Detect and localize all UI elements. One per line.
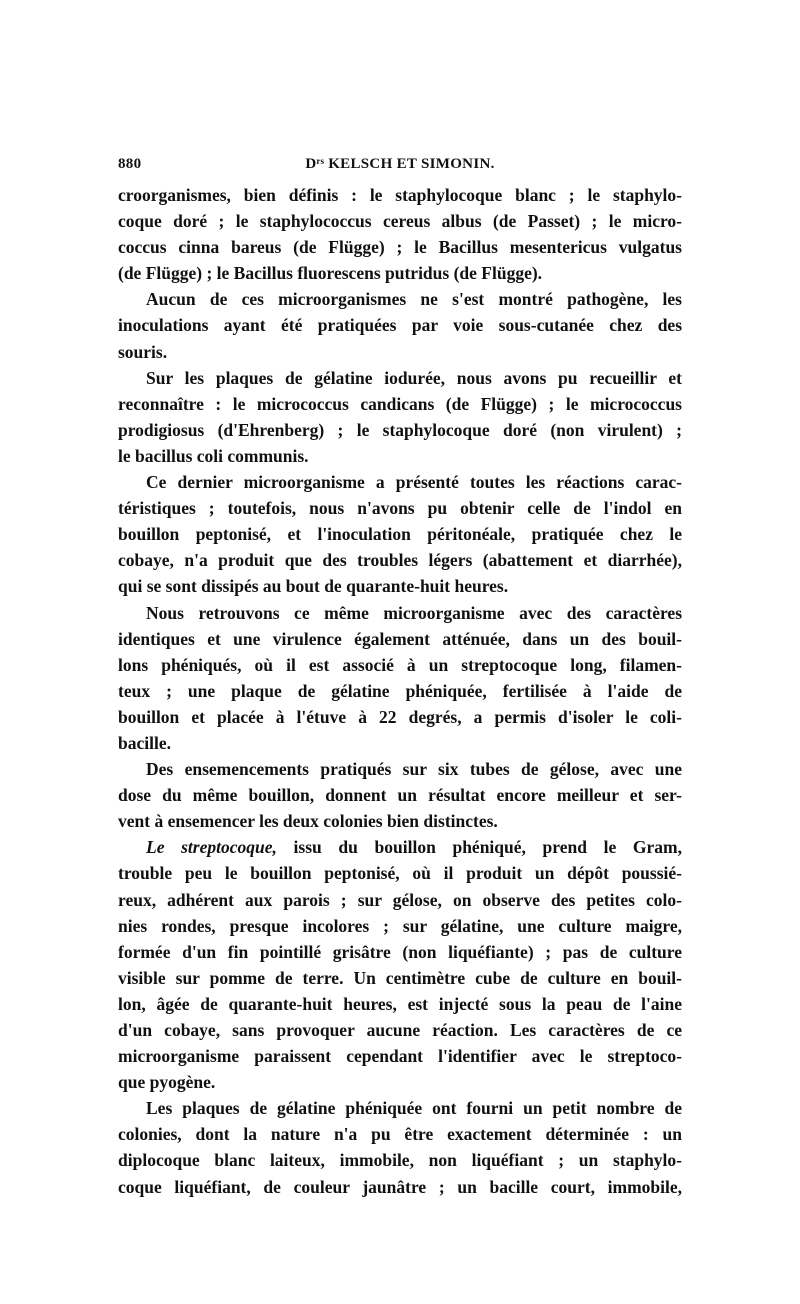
text-line-content: qui se sont dissipés au bout de quarante-huit heures. — [118, 576, 509, 597]
text-line — [118, 1017, 682, 1043]
text-line-content: (de Flügge) ; le Bacillus fluorescens putridus (de Flügge). — [118, 263, 543, 284]
text-line — [118, 913, 682, 939]
text-line-content: croorganismes, bien définis : le staphylocoque blanc ; le staphylo- — [118, 185, 682, 205]
text-line — [118, 339, 682, 365]
text-line-content: identiques et une virulence également atténuée, dans un des bouil- — [118, 628, 682, 649]
text-line-content: Sur les plaques de gélatine iodurée, nous avons pu recueillir et — [146, 367, 682, 388]
text-line-content: bouillon peptonisé, et l'inoculation péritonéale, pratiquée chez le — [118, 524, 682, 545]
text-line-content: d'un cobaye, sans provoquer aucune réaction. Les caractères de ce — [118, 1020, 682, 1040]
text-line-content: colonies, dont la nature n'a pu être exactement déterminée : un — [118, 1124, 682, 1145]
text-line-content: souris. — [118, 341, 168, 362]
text-line — [118, 991, 682, 1017]
text-line-content: visible sur pomme de terre. Un centimètre cube de culture en bouil- — [118, 967, 682, 988]
text-line — [118, 547, 682, 573]
text-line-content: microorganisme paraissent cependant l'identifier avec le streptoco- — [118, 1046, 682, 1067]
text-line — [118, 443, 682, 469]
text-line-content: coque doré ; le staphylococcus cereus albus (de Passet) ; le micro- — [118, 211, 682, 232]
text-line — [118, 1121, 682, 1147]
page-number: 880 — [118, 156, 142, 172]
text-line — [118, 286, 682, 312]
text-line-content: coccus cinna bareus (de Flügge) ; le Bacillus mesentericus vulgatus — [118, 237, 682, 258]
text-line — [118, 782, 682, 808]
text-line-content: formée d'un fin pointillé grisâtre (non liquéfiante) ; pas de culture — [118, 941, 682, 962]
text-line-content: Ce dernier microorganisme a présenté toutes les réactions carac- — [146, 472, 682, 493]
text-line-content: Les plaques de gélatine phéniquée ont fourni un petit nombre de — [146, 1098, 682, 1119]
text-line — [118, 391, 682, 417]
text-line-content: reux, adhérent aux parois ; sur gélose, on observe des petites colo- — [118, 889, 682, 910]
running-title: Dʳˢ KELSCH ET SIMONIN. — [305, 156, 495, 172]
body-text — [118, 182, 682, 1200]
text-line — [118, 1069, 682, 1095]
text-line — [118, 756, 682, 782]
text-line-content: trouble peu le bouillon peptonisé, où il produit un dépôt poussié- — [118, 863, 682, 884]
text-line-content: reconnaître : le micrococcus candicans (de Flügge) ; le micrococcus — [118, 393, 682, 414]
text-line — [118, 521, 682, 547]
text-line — [118, 652, 682, 678]
text-line — [118, 417, 682, 443]
text-line-content: lons phéniqués, où il est associé à un streptocoque long, filamen- — [118, 654, 682, 675]
text-line-content: cobaye, n'a produit que des troubles légers (abattement et diarrhée), — [118, 550, 682, 571]
text-line — [118, 834, 682, 860]
text-line-content: nies rondes, presque incolores ; sur gélatine, une culture maigre, — [118, 915, 682, 936]
text-line — [118, 704, 682, 730]
running-header — [118, 156, 682, 180]
text-line-content: issu du bouillon phéniqué, prend le Gram, — [276, 837, 682, 858]
text-line — [118, 730, 682, 756]
text-line-content: inoculations ayant été pratiquées par voie sous-cutanée chez des — [118, 315, 682, 336]
text-line-content: téristiques ; toutefois, nous n'avons pu obtenir celle de l'indol en — [118, 498, 682, 519]
text-line — [118, 182, 682, 208]
text-line — [118, 1147, 682, 1173]
text-line — [118, 573, 682, 599]
text-line — [118, 808, 682, 834]
text-line-content: Nous retrouvons ce même microorganisme avec des caractères — [146, 602, 682, 623]
text-line-content: teux ; une plaque de gélatine phéniquée, fertilisée à l'aide de — [118, 680, 682, 701]
text-line-content: bouillon et placée à l'étuve à 22 degrés, a permis d'isoler le coli- — [118, 706, 682, 727]
text-line — [118, 939, 682, 965]
text-line-content: Aucun de ces microorganismes ne s'est montré pathogène, les — [146, 289, 682, 310]
text-line-content: Des ensemencements pratiqués sur six tubes de gélose, avec une — [146, 759, 682, 780]
text-line — [118, 678, 682, 704]
text-line — [118, 1043, 682, 1069]
text-line — [118, 626, 682, 652]
text-line — [118, 495, 682, 521]
text-line-content: dose du même bouillon, donnent un résultat encore meilleur et ser- — [118, 785, 682, 806]
text-line — [118, 469, 682, 495]
text-line-content: le bacillus coli communis. — [118, 445, 309, 466]
text-line — [118, 365, 682, 391]
text-line — [118, 600, 682, 626]
text-line — [118, 312, 682, 338]
text-line — [118, 965, 682, 991]
text-line — [118, 860, 682, 886]
text-line — [118, 260, 682, 286]
text-line — [118, 1095, 682, 1121]
text-line-content: diplocoque blanc laiteux, immobile, non liquéfiant ; un staphylo- — [118, 1150, 682, 1171]
text-line-content: bacille. — [118, 732, 171, 753]
text-line — [118, 208, 682, 234]
text-line — [118, 1174, 682, 1200]
text-line — [118, 887, 682, 913]
text-line-content: vent à ensemencer les deux colonies bien distinctes. — [118, 811, 498, 832]
text-line-content: prodigiosus (d'Ehrenberg) ; le staphylocoque doré (non virulent) ; — [118, 419, 682, 440]
text-line-content: lon, âgée de quarante-huit heures, est injecté sous la peau de l'aine — [118, 993, 682, 1014]
text-line-content: que pyogène. — [118, 1072, 216, 1093]
text-line — [118, 234, 682, 260]
text-line-content: coque liquéfiant, de couleur jaunâtre ; un bacille court, immobile, — [118, 1176, 682, 1197]
italic-phrase: Le streptocoque, — [146, 837, 277, 858]
